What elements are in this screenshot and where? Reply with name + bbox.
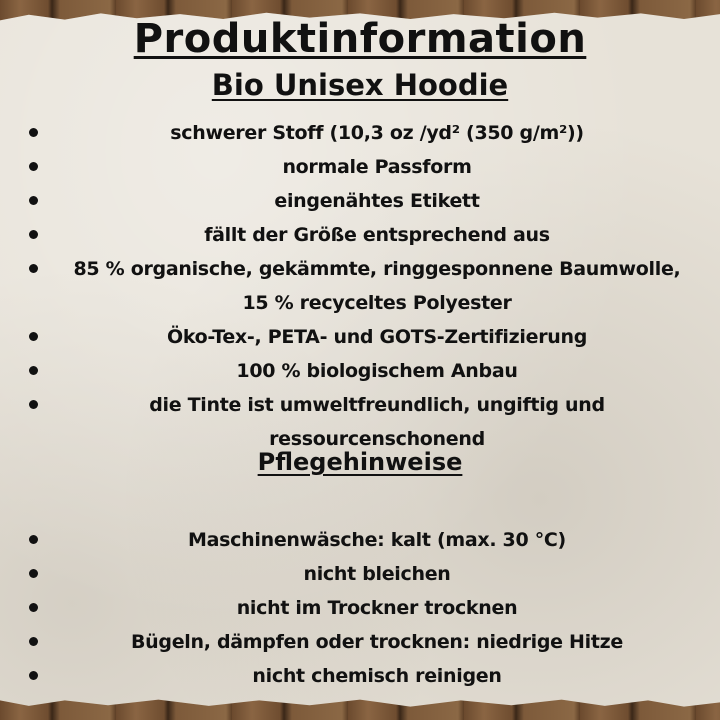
care-heading: Pflegehinweise xyxy=(257,448,463,476)
list-item xyxy=(0,354,720,388)
feature-text: 85 % organische, gekämmte, ringgesponnene Baumwolle, 15 % recyceltes Polyester xyxy=(73,258,681,314)
care-text: nicht im Trockner trocknen xyxy=(236,597,518,619)
bullet-icon xyxy=(29,230,38,239)
bullet-icon xyxy=(29,332,38,341)
feature-text: 100 % biologischem Anbau xyxy=(236,360,518,382)
care-list xyxy=(0,523,720,693)
list-item xyxy=(0,320,720,354)
feature-text: fällt der Größe entsprechend aus xyxy=(204,224,550,246)
list-item xyxy=(0,523,720,557)
bullet-icon xyxy=(29,603,38,612)
list-item xyxy=(0,218,720,252)
feature-text: schwerer Stoff (10,3 oz /yd² (350 g/m²)) xyxy=(170,122,584,144)
product-name: Bio Unisex Hoodie xyxy=(211,68,509,102)
list-item xyxy=(0,388,720,456)
feature-text: eingenähtes Etikett xyxy=(274,190,480,212)
list-item xyxy=(0,659,720,693)
feature-text: Öko-Tex-, PETA- und GOTS-Zertifizierung xyxy=(166,326,588,348)
list-item xyxy=(0,116,720,150)
feature-text: normale Passform xyxy=(282,156,472,178)
bullet-icon xyxy=(29,535,38,544)
list-item xyxy=(0,252,720,320)
feature-text: die Tinte ist umweltfreundlich, ungiftig und ressourcenschonend xyxy=(149,394,605,450)
feature-list xyxy=(0,116,720,456)
bullet-icon xyxy=(29,128,38,137)
list-item xyxy=(0,557,720,591)
care-text: Maschinenwäsche: kalt (max. 30 °C) xyxy=(188,529,566,551)
list-item xyxy=(0,184,720,218)
bullet-icon xyxy=(29,196,38,205)
care-text: nicht bleichen xyxy=(303,563,451,585)
bullet-icon xyxy=(29,671,38,680)
bullet-icon xyxy=(29,162,38,171)
list-item xyxy=(0,625,720,659)
care-text: nicht chemisch reinigen xyxy=(252,665,502,687)
care-text: Bügeln, dämpfen oder trocknen: niedrige Hitze xyxy=(130,631,623,653)
bullet-icon xyxy=(29,569,38,578)
bullet-icon xyxy=(29,400,38,409)
list-item xyxy=(0,150,720,184)
bullet-icon xyxy=(29,637,38,646)
bullet-icon xyxy=(29,366,38,375)
bullet-icon xyxy=(29,264,38,273)
list-item xyxy=(0,591,720,625)
page-title: Produktinformation xyxy=(133,16,587,62)
